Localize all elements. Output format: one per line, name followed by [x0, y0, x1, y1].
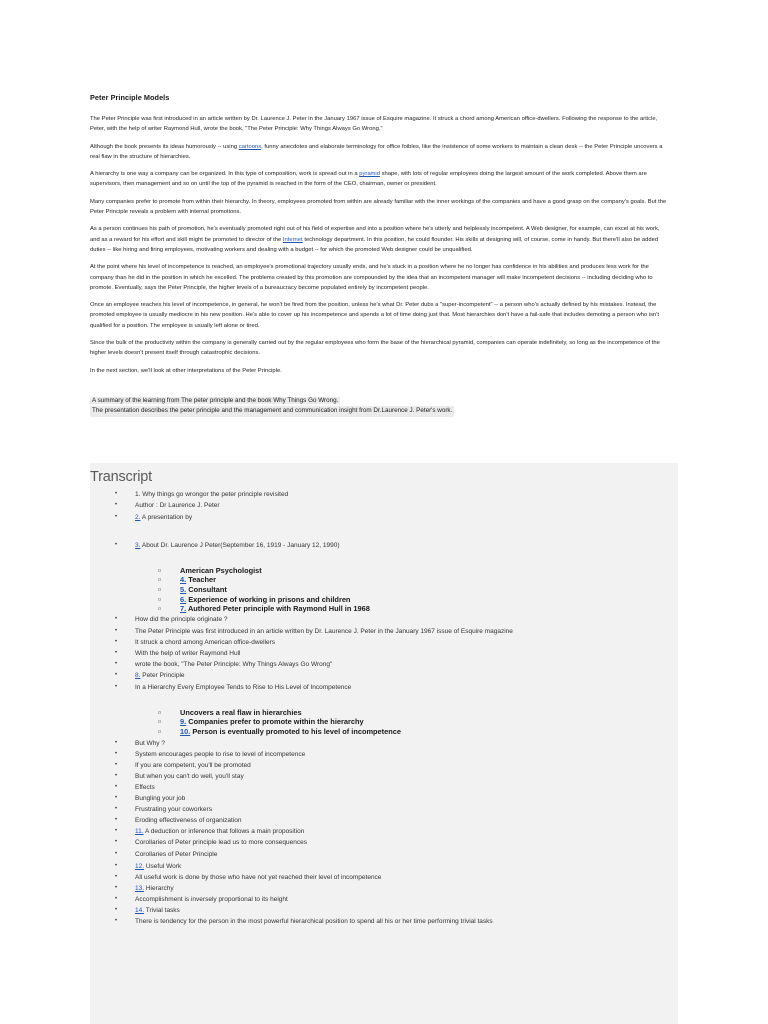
- sub-bullet-marker: o: [158, 729, 162, 735]
- article: [90, 93, 668, 383]
- bullet-marker: •: [115, 514, 118, 520]
- transcript-item: 2. A presentation by: [135, 514, 193, 521]
- transcript-item: Bungling your job: [135, 795, 186, 802]
- article-title: Peter Principle Models: [90, 93, 170, 102]
- transcript-item: 12. Useful Work: [135, 863, 182, 870]
- transcript-item: Corollaries of Peter principle lead us to more consequences: [135, 839, 307, 846]
- transcript-subitem: 7. Authored Peter principle with Raymond Hull in 1968: [180, 604, 370, 613]
- transcript-subitem: 6. Experience of working in prisons and children: [180, 595, 351, 604]
- bullet-marker: •: [115, 762, 118, 768]
- slide-link[interactable]: 5.: [180, 585, 187, 594]
- bullet-marker: •: [115, 491, 118, 497]
- bullet-marker: •: [115, 784, 118, 790]
- bullet-marker: •: [115, 885, 118, 891]
- bullet-marker: •: [115, 896, 118, 902]
- transcript-subitem: 4. Teacher: [180, 575, 217, 584]
- transcript-item: Eroding effectiveness of organization: [135, 817, 242, 824]
- transcript-item: 1. Why things go wrongor the peter principle revisited: [135, 491, 289, 498]
- bullet-marker: •: [115, 918, 118, 924]
- transcript-item: The Peter Principle was first introduced in an article written by Dr. Laurence J. Peter in the January 1967 issue of Esquire magazine: [135, 628, 513, 635]
- sub-bullet-marker: o: [158, 568, 162, 574]
- bullet-marker: •: [115, 684, 118, 690]
- transcript-item: With the help of writer Raymond Hull: [135, 650, 241, 657]
- transcript-item: There is tendency for the person in the most powerful hierarchical position to spend all his or her time performing trivial tasks: [135, 918, 493, 925]
- transcript-subitem: 5. Consultant: [180, 585, 227, 594]
- article-paragraph: As a person continues his path of promotion, he's eventually promoted right out of his field of expertise and into a position where he's utterly and helplessly incompetent. A Web designer, for example, can excel at his work, and as a reward for his effort and skill might be promoted to director of the Internet technology department. In this position, he could flounder. His skills at designing will, of course, come in handy. But there'll also be added duties -- like hiring and firing employees, motivating workers and dealing with a budget -- for which the promoted Web designer could be unqualified.: [90, 226, 660, 253]
- description-line-1: A summary of the learning from The peter principle and the book Why Things Go Wrong.: [92, 397, 339, 404]
- transcript-item: It struck a chord among American office-dwellers: [135, 639, 276, 646]
- slide-link[interactable]: 6.: [180, 595, 187, 604]
- bullet-marker: •: [115, 639, 118, 645]
- bullet-marker: •: [115, 863, 118, 869]
- transcript-subitem: American Psychologist: [180, 566, 262, 575]
- transcript-item: If you are competent, you'll be promoted: [135, 762, 251, 769]
- slide-link[interactable]: 10.: [180, 727, 191, 736]
- transcript-item: But when you can't do well, you'll stay: [135, 773, 244, 780]
- transcript-subitem: Uncovers a real flaw in hierarchies: [180, 708, 302, 717]
- article-link-internet[interactable]: Internet: [282, 236, 303, 243]
- article-paragraph: A hierarchy is one way a company can be organized. In this type of composition, work is spread out in a pyramid shape, with lots of regular employees doing the largest amount of the work completed. Above them are supervisors, then management and so on until the top of the pyramid is reached in the form of the CEO, chairman, owner or president.: [90, 171, 647, 188]
- bullet-marker: •: [115, 542, 118, 548]
- article-paragraph: The Peter Principle was first introduced in an article written by Dr. Laurence J. Peter in the January 1967 issue of Esquire magazine. It struck a chord among American office-dwellers. Following the response to the article, Peter, with the help of writer Raymond Hull, wrote the book, "The Peter Principle: Why Things Always Go Wrong.": [90, 116, 658, 133]
- bullet-marker: •: [115, 907, 118, 913]
- bullet-marker: •: [115, 851, 118, 857]
- description-line-2: The presentation describes the peter principle and the management and communication insight from Dr.Laurence J. Peter's work.: [90, 406, 690, 416]
- article-paragraph: Many companies prefer to promote from within their hierarchy. In theory, employees promoted from within are already familiar with the inner workings of the companies and have a good grasp on the company's goals. But the Peter Principle reveals a problem with internal promotions.: [90, 198, 667, 216]
- bullet-marker: •: [115, 616, 118, 622]
- sub-bullet-marker: o: [158, 597, 162, 603]
- slide-link[interactable]: 7.: [180, 604, 187, 613]
- bullet-marker: •: [115, 773, 118, 779]
- transcript-item: 11. A deduction or inference that follows a main proposition: [135, 828, 305, 835]
- slide-link[interactable]: 13.: [135, 885, 145, 892]
- transcript-item: System encourages people to rise to level of incompetence: [135, 751, 306, 758]
- transcript-item: But Why ?: [135, 740, 165, 747]
- sub-bullet-marker: o: [158, 577, 162, 583]
- transcript-item: wrote the book, "The Peter Principle: Why Things Always Go Wrong": [135, 661, 333, 668]
- bullet-marker: •: [115, 751, 118, 757]
- transcript-heading: Transcript: [90, 469, 152, 485]
- article-paragraph: In the next section, we'll look at other interpretations of the Peter Principle.: [90, 367, 282, 374]
- slide-link[interactable]: 11.: [135, 828, 144, 835]
- transcript-item: Author : Dr Laurence J. Peter: [135, 502, 220, 509]
- article-link-cartoons[interactable]: cartoons: [238, 143, 262, 150]
- transcript-item: 3. About Dr. Laurence J Peter(September 16, 1919 - January 12, 1990): [135, 542, 340, 549]
- bullet-marker: •: [115, 839, 118, 845]
- sub-bullet-marker: o: [158, 587, 162, 593]
- transcript-item: 8. Peter Principle: [135, 672, 185, 679]
- bullet-marker: •: [115, 795, 118, 801]
- transcript-item: All useful work is done by those who have not yet reached their level of incompetence: [135, 874, 382, 881]
- bullet-marker: •: [115, 817, 118, 823]
- bullet-marker: •: [115, 628, 118, 634]
- document-description: [90, 396, 690, 417]
- bullet-marker: •: [115, 806, 118, 812]
- bullet-marker: •: [115, 502, 118, 508]
- transcript-subitem: 10. Person is eventually promoted to his level of incompetence: [180, 727, 401, 736]
- sub-bullet-marker: o: [158, 606, 162, 612]
- article-link-pyramid[interactable]: pyramid: [359, 171, 380, 178]
- slide-link[interactable]: 4.: [180, 575, 187, 584]
- transcript-item: Frustrating your coworkers: [135, 806, 212, 813]
- article-paragraph: Once an employee reaches his level of incompetence, in general, he won't be fired from the position, unless he's what Dr. Peter dubs a "super-incompetent" -- a person who's actually defined by his mistakes. Instead, the promoted employee is usually mediocre in his new position. He's able to cover up his incompetence and spends a lot of time doing just that. Most hierarchies don't have a fail-safe that includes demoting a person who isn't qualified for a position. The employee is usually left alone or tired.: [90, 302, 660, 329]
- transcript-subitem: 9. Companies prefer to promote within the hierarchy: [180, 717, 364, 726]
- transcript-item: 13. Hierarchy: [135, 885, 174, 892]
- slide-link[interactable]: 12.: [135, 863, 145, 870]
- slide-link[interactable]: 8.: [135, 672, 141, 679]
- transcript-item: Effects: [135, 784, 155, 791]
- slide-link[interactable]: 2.: [135, 514, 141, 521]
- slide-link[interactable]: 9.: [180, 717, 187, 726]
- bullet-marker: •: [115, 828, 118, 834]
- transcript-item: Corollaries of Peter Principle: [135, 851, 218, 858]
- bullet-marker: •: [115, 874, 118, 880]
- slide-link[interactable]: 14.: [135, 907, 145, 914]
- slide-link[interactable]: 3.: [135, 542, 141, 549]
- transcript-item: 14. Trivial tasks: [135, 907, 180, 914]
- transcript-panel: [90, 463, 678, 1024]
- bullet-marker: •: [115, 650, 118, 656]
- bullet-marker: •: [115, 661, 118, 667]
- transcript-item: How did the principle originate ?: [135, 616, 228, 623]
- sub-bullet-marker: o: [158, 719, 162, 725]
- article-paragraph: Although the book presents its ideas humorously -- using cartoons, funny anecdotes and elaborate terminology for office foibles, like the insistence of some workers to maintain a clean desk -- the Peter Principle uncovers a real flaw in the structure of hierarchies.: [90, 143, 663, 160]
- transcript-item: Accomplishment is inversely proportional to its height: [135, 896, 288, 903]
- sub-bullet-marker: o: [158, 710, 162, 716]
- transcript-item: In a Hierarchy Every Employee Tends to Rise to His Level of Incompetence: [135, 684, 352, 691]
- bullet-marker: •: [115, 740, 118, 746]
- bullet-marker: •: [115, 672, 118, 678]
- article-paragraph: At the point where his level of incompetence is reached, an employee's promotional trajectory usually ends, and he's stuck in a position where he no longer has confidence in his abilities and produces less work for the company than he did in the position in which he excelled. The problems created by this promotion are compounded by the idea that an incompetent manager will make incompetent decisions -- including deciding who to promote. Eventually, says the Peter Principle, the higher levels of a bureaucracy become populated entirely by incompetent people.: [90, 264, 653, 291]
- article-paragraph: Since the bulk of the productivity within the company is generally carried out by the regular employees who form the base of the hierarchical pyramid, companies can operate indefinitely, so long as the incompetence of the higher levels doesn't present itself through catastrophic decisions.: [90, 340, 660, 357]
- article-body: [90, 114, 668, 376]
